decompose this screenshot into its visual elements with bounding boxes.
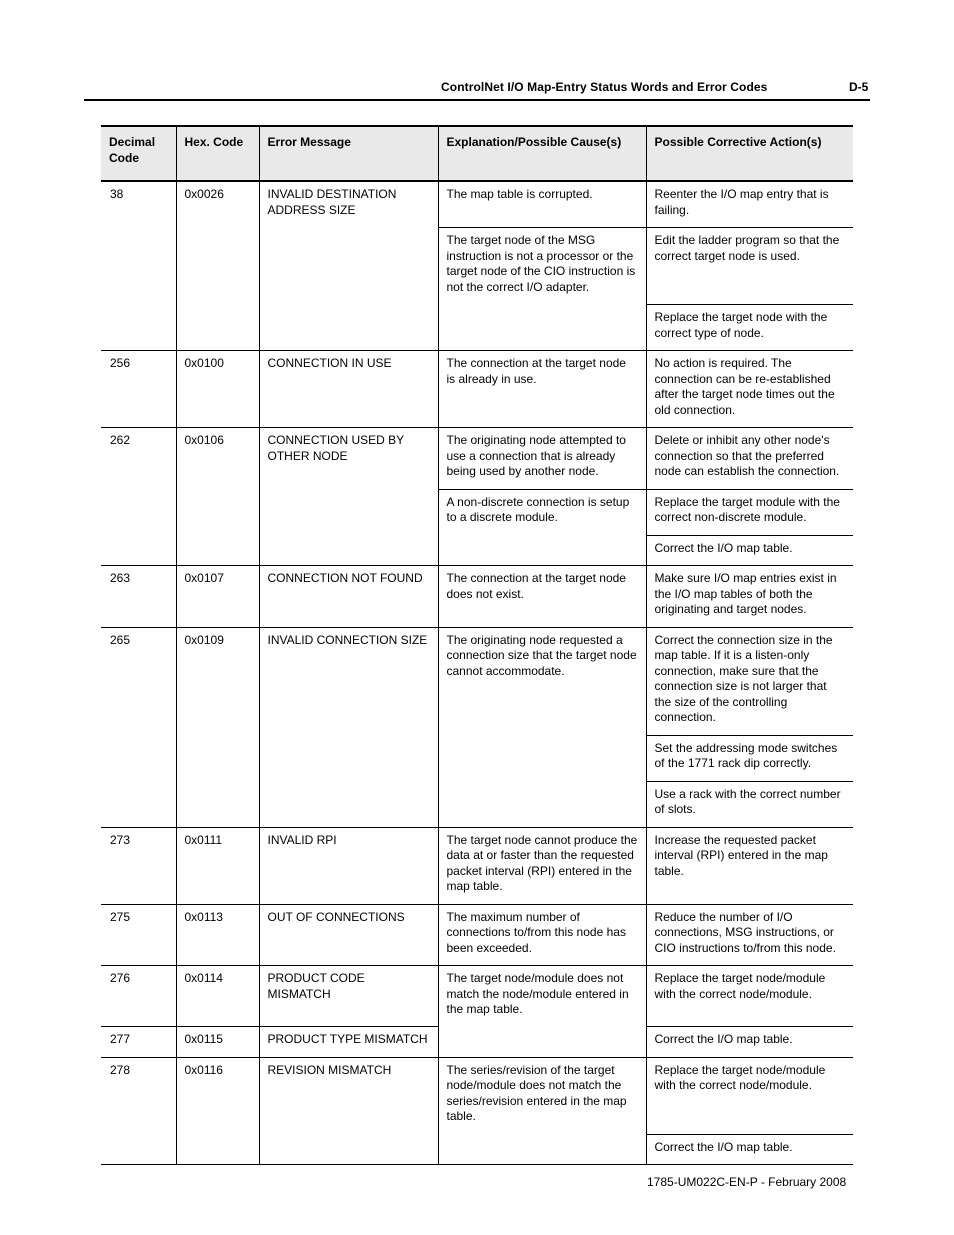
page-footer: 1785-UM022C-EN-P - February 2008 <box>647 1175 847 1189</box>
decimal-code: 276 <box>101 966 176 1027</box>
hex-code: 0x0113 <box>176 904 259 966</box>
action-cell: Replace the target node/module with the correct node/module. <box>646 966 853 1027</box>
cause-cell: The target node cannot produce the data at or faster than the requested packet interval (RPI) entered in the map table. <box>438 827 646 904</box>
table-header-row <box>101 126 853 181</box>
decimal-code: 262 <box>101 428 176 566</box>
action-cell: Reenter the I/O map entry that is failing. <box>646 181 853 228</box>
decimal-code: 277 <box>101 1027 176 1058</box>
hex-code: 0x0115 <box>176 1027 259 1058</box>
table-row <box>101 827 853 904</box>
action-cell: Replace the target module with the correct non-discrete module. <box>646 489 853 535</box>
hex-code: 0x0111 <box>176 827 259 904</box>
table-row <box>101 627 853 735</box>
error-entry-263 <box>101 566 853 628</box>
table-row <box>101 566 853 628</box>
error-entry-262 <box>101 428 853 566</box>
action-cell: Delete or inhibit any other node's connection so that the preferred node can establish the connection. <box>646 428 853 490</box>
action-cell: Increase the requested packet interval (RPI) entered in the map table. <box>646 827 853 904</box>
error-message: REVISION MISMATCH <box>259 1057 438 1165</box>
cause-cell: The maximum number of connections to/from this node has been exceeded. <box>438 904 646 966</box>
error-message: CONNECTION IN USE <box>259 351 438 428</box>
cause-cell: The connection at the target node is already in use. <box>438 351 646 428</box>
cause-cell: The originating node attempted to use a connection that is already being used by another node. <box>438 428 646 490</box>
column-header-cause: Explanation/Possible Cause(s) <box>438 126 646 181</box>
error-message: INVALID RPI <box>259 827 438 904</box>
hex-code: 0x0107 <box>176 566 259 628</box>
page-number: D-5 <box>849 80 869 94</box>
hex-code: 0x0106 <box>176 428 259 566</box>
action-cell: Reduce the number of I/O connections, MSG instructions, or CIO instructions to/from this node. <box>646 904 853 966</box>
column-header-hex: Hex. Code <box>176 126 259 181</box>
cause-cell: The target node of the MSG instruction is not a processor or the target node of the CIO instruction is not the correct I/O adapter. <box>438 228 646 351</box>
cause-cell: The series/revision of the target node/module does not match the series/revision entered in the map table. <box>438 1057 646 1165</box>
error-message: OUT OF CONNECTIONS <box>259 904 438 966</box>
page-header-title: ControlNet I/O Map-Entry Status Words and Error Codes <box>441 80 768 94</box>
table-row <box>101 966 853 1027</box>
action-cell: Set the addressing mode switches of the 1771 rack dip correctly. <box>646 735 853 781</box>
header-rule <box>84 99 870 101</box>
decimal-code: 256 <box>101 351 176 428</box>
action-cell: Correct the I/O map table. <box>646 1134 853 1165</box>
decimal-code: 278 <box>101 1057 176 1165</box>
hex-code: 0x0114 <box>176 966 259 1027</box>
action-cell: Replace the target node/module with the correct node/module. <box>646 1057 853 1134</box>
error-message: CONNECTION USED BY OTHER NODE <box>259 428 438 566</box>
action-cell: Use a rack with the correct number of slots. <box>646 781 853 827</box>
cause-cell: The target node/module does not match the node/module entered in the map table. <box>438 966 646 1058</box>
table-row <box>101 428 853 490</box>
action-cell: Replace the target node with the correct type of node. <box>646 305 853 351</box>
decimal-code: 273 <box>101 827 176 904</box>
table-row <box>101 904 853 966</box>
action-cell: No action is required. The connection can be re-established after the target node times out the old connection. <box>646 351 853 428</box>
error-message: PRODUCT CODE MISMATCH <box>259 966 438 1027</box>
column-header-decimal: Decimal Code <box>101 126 176 181</box>
decimal-code: 38 <box>101 181 176 351</box>
hex-code: 0x0100 <box>176 351 259 428</box>
hex-code: 0x0116 <box>176 1057 259 1165</box>
cause-cell: A non-discrete connection is setup to a discrete module. <box>438 489 646 566</box>
error-message: INVALID CONNECTION SIZE <box>259 627 438 827</box>
error-message: INVALID DESTINATION ADDRESS SIZE <box>259 181 438 351</box>
table-row <box>101 351 853 428</box>
error-entry-273 <box>101 827 853 904</box>
action-cell: Edit the ladder program so that the correct target node is used. <box>646 228 853 305</box>
column-header-action: Possible Corrective Action(s) <box>646 126 853 181</box>
decimal-code: 275 <box>101 904 176 966</box>
decimal-code: 265 <box>101 627 176 827</box>
cause-cell: The connection at the target node does not exist. <box>438 566 646 628</box>
cause-cell: The originating node requested a connection size that the target node cannot accommodate. <box>438 627 646 827</box>
hex-code: 0x0109 <box>176 627 259 827</box>
error-entry-38 <box>101 181 853 351</box>
action-cell: Make sure I/O map entries exist in the I/O map tables of both the originating and target nodes. <box>646 566 853 628</box>
column-header-message: Error Message <box>259 126 438 181</box>
table-row <box>101 181 853 228</box>
error-entry-278 <box>101 1057 853 1165</box>
error-entry-276-277 <box>101 966 853 1058</box>
hex-code: 0x0026 <box>176 181 259 351</box>
cause-cell: The map table is corrupted. <box>438 181 646 228</box>
action-cell: Correct the I/O map table. <box>646 535 853 566</box>
table-row <box>101 1057 853 1134</box>
error-entry-256 <box>101 351 853 428</box>
error-message: PRODUCT TYPE MISMATCH <box>259 1027 438 1058</box>
decimal-code: 263 <box>101 566 176 628</box>
error-entry-265 <box>101 627 853 827</box>
error-entry-275 <box>101 904 853 966</box>
error-message: CONNECTION NOT FOUND <box>259 566 438 628</box>
error-code-table <box>101 125 853 1165</box>
action-cell: Correct the I/O map table. <box>646 1027 853 1058</box>
action-cell: Correct the connection size in the map table. If it is a listen-only connection, make sure that the connection size is not larger that the size of the controlling connection. <box>646 627 853 735</box>
